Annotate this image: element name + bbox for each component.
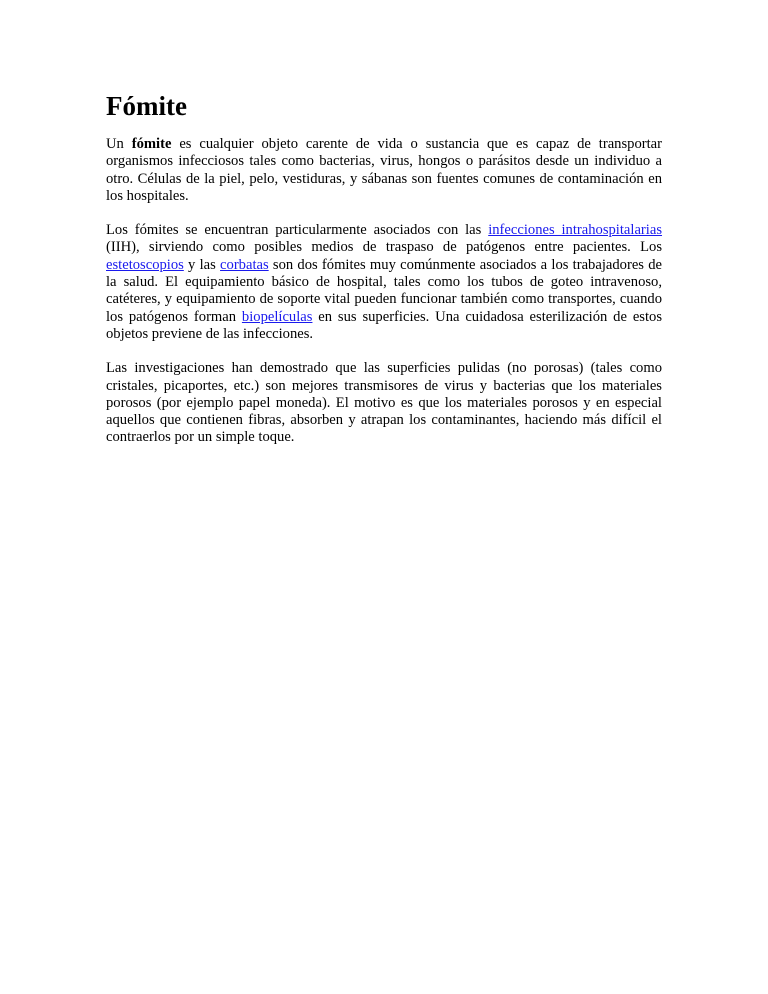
- paragraph-text: y las: [183, 256, 221, 273]
- paragraph-definition: [106, 136, 662, 205]
- page-title: Fómite: [106, 91, 187, 121]
- paragraph-text: en sus superficies. Una cuidadosa esterilización de estos objetos previene de las infecciones.: [106, 308, 663, 342]
- paragraph-text: es cualquier objeto carente de vida o sustancia que es capaz de transportar organismos infecciosos tales como bacterias, virus, hongos o parásitos desde un individuo a otro. Células de la piel, pelo, vestiduras, y sábanas son fuentes comunes de contaminación en los hospitales.: [106, 136, 662, 204]
- paragraph-text: Un: [106, 136, 132, 152]
- document-page: [106, 88, 662, 464]
- link-corbatas[interactable]: corbatas: [220, 256, 269, 273]
- link-biopeliculas[interactable]: biopelículas: [241, 308, 313, 325]
- link-infecciones-intrahospitalarias[interactable]: infecciones intrahospitalarias: [488, 222, 663, 239]
- paragraph-text: son dos fómites muy comúnmente asociados a los trabajadores de la salud. El equipamiento básico de hospital, tales como los tubos de goteo intravenoso, catéteres, y equipamiento de soporte vital pueden funcionar también como transportes, cuando los patógenos forman: [106, 256, 662, 325]
- link-estetoscopios[interactable]: estetoscopios: [106, 256, 184, 273]
- paragraph-text: Los fómites se encuentran particularmente asociados con las: [106, 222, 489, 239]
- bold-term: fómite: [131, 136, 172, 152]
- paragraph-text: (IIH), sirviendo como posibles medios de traspaso de patógenos entre pacientes. Los: [106, 239, 662, 256]
- paragraph-research: Las investigaciones han demostrado que las superficies pulidas (no porosas) (tales como cristales, picaportes, etc.) son mejores transmisores de virus y bacterias que los materiales porosos (por ejemplo papel moneda). El motivo es que los materiales porosos y en especial aquellos que contienen fibras, absorben y atrapan los contaminantes, haciendo más difícil el contraerlos por un simple toque.: [106, 360, 662, 446]
- paragraph-hospital-infections: [106, 222, 662, 343]
